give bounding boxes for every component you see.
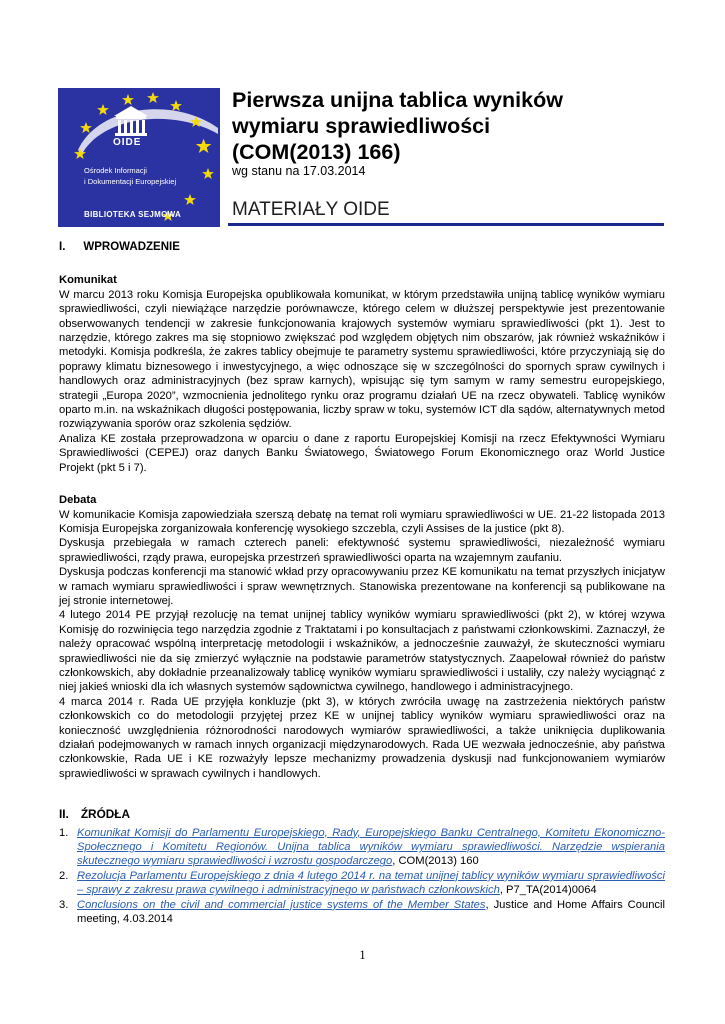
source-link[interactable]: Conclusions on the civil and commercial justice systems of the Member States — [77, 898, 486, 911]
logo-oide-text: OIDE — [113, 137, 142, 148]
logo-org-name — [84, 166, 176, 187]
document-date: wg stanu na 17.03.2014 — [232, 164, 366, 178]
paragraph: W komunikacie Komisja zapowiedziała szerszą debatę na temat roli wymiaru sprawiedliwości w UE. 21-22 listopada 2013 Komisja Europejska zorganizowała konferencję wysokiego szczebla, czyli Assises de la justice (pkt 8). — [59, 508, 665, 535]
source-number: 1. — [59, 826, 69, 839]
logo-org-line: Ośrodek Informacji — [84, 166, 147, 175]
source-item — [59, 826, 665, 869]
logo-library-name: BIBLIOTEKA SEJMOWA — [84, 210, 182, 219]
sources-list — [59, 826, 665, 927]
section-number: I. — [59, 241, 66, 253]
paragraph: 4 marca 2014 r. Rada UE przyjęła konkluzje (pkt 3), w których zwróciła uwagę na zastrzeżenia niektórych państw członkowskich co do metodologii przyjętej przez KE w unijnej tablicy wyników wymiaru sprawiedliwości oraz na konieczność uwzględnienia różnorodności narodowych wymiarów sprawiedliwości, a także uniknięcia duplikowania działań podejmowanych w ramach innych organizacji międzynarodowych. Rada UE wezwała jednocześnie, aby państwa członkowskie, Rada UE i KE rozważyły lepsze mechanizmy prowadzenia dyskusji nad funkcjonowaniem wymiarów sprawiedliwości w sprawach cywilnych i handlowych. — [59, 695, 665, 780]
section-title: WPROWADZENIE — [83, 241, 180, 253]
title-line: (COM(2013) 166) — [232, 140, 401, 164]
logo-org-line: i Dokumentacji Europejskiej — [84, 176, 177, 186]
oide-logo — [58, 88, 220, 227]
paragraph: Dyskusja podczas konferencji ma stanowić wkład przy opracowywaniu przez KE komunikatu na temat przyszłych inicjatyw w ramach wymiaru sprawiedliwości i spraw wewnętrznych. Stanowiska prezentowane na konferencji są publikowane na jej stronie internetowej. — [59, 566, 665, 607]
section-title: ŹRÓDŁA — [80, 807, 130, 822]
source-item — [59, 898, 665, 927]
paragraph: 4 lutego 2014 PE przyjął rezolucję na temat unijnej tablicy wyników wymiaru sprawiedliwości (pkt 2), w której wzywa Komisję do rozwinięcia tego narzędzia zgodnie z Traktatami i po konsultacjach z państwami członkowskimi. Zaznaczył, że należy opracować wspólną interpretację metodologii i wskaźników, a jednocześnie zauważył, że skuteczności wymiaru sprawiedliwości nie da się zmierzyć wyłącznie na podstawie parametrów statystycznych. Zaapelował również do państw członkowskich, aby dokładnie przeanalizowały tablicę wyników wymiaru sprawiedliwości i ustaliły, czy należy wyciągnąć z niej jakieś wnioski dla ich własnych systemów sądownictwa cywilnego, handlowego i administracyjnego. — [59, 609, 665, 694]
paragraph: W marcu 2013 roku Komisja Europejska opublikowała komunikat, w którym przedstawiła unijną tablicę wyników wymiaru sprawiedliwości, czyli niewiążące narzędzie porównawcze, którego celem w dłuższej perspektywie jest prezentowanie obserwowanych tendencji w zakresie funkcjonowania krajowych systemów wymiaru sprawiedliwości (pkt 1). Jest to narzędzie, którego zakres ma się stopniowo zwiększać pod względem objętych nim obszarów, jak również wskaźników i metodyki. Komisja podkreśla, że zakres tablicy obejmuje te parametry systemu sprawiedliwości, które przyczyniają się do poprawy klimatu biznesowego i inwestycyjnego, a więc odnoszące się w szczególności do spornych spraw cywilnych i handlowych oraz administracyjnych (bez spraw karnych), wpisując się tym samym w ramy semestru europejskiego, strategii „Europa 2020”, wzmocnienia jednolitego rynku oraz programu działań UE na rzecz obywateli. Tablicę wyników oparto m.in. na wskaźnikach długości postępowania, liczby spraw w toku, systemów ICT dla sądów, alternatywnych metod rozwiązywania sporów oraz szkolenia sędziów. — [59, 288, 665, 431]
title-line: wymiaru sprawiedliwości — [232, 114, 491, 138]
source-item — [59, 869, 665, 898]
source-link[interactable]: Rezolucja Parlamentu Europejskiego z dnia 4 lutego 2014 r. na temat unijnej tablicy wyników wymiaru sprawiedliwości – sprawy z zakresu prawa cywilnego i administracyjnego w państwach członkowskich — [77, 869, 665, 897]
source-number: 3. — [59, 898, 69, 911]
document-title — [232, 87, 652, 165]
section-heading-sources — [59, 807, 665, 821]
subheading-debata: Debata — [59, 494, 97, 507]
page-number: 1 — [359, 948, 366, 962]
subheading-komunikat: Komunikat — [59, 274, 117, 287]
title-line: Pierwsza unijna tablica wyników — [232, 88, 563, 112]
source-number: 2. — [59, 869, 69, 882]
source-link[interactable]: Komunikat Komisji do Parlamentu Europejskiego, Rady, Europejskiego Banku Centralnego, Komitetu Ekonomiczno-Społecznego i Komitetu Regionów. Unijna tablica wyników wymiaru sprawiedliwości. Narzędzie wspierania skutecznego wymiaru sprawiedliwości i wzrostu gospodarczego — [77, 826, 665, 868]
paragraph: Dyskusja przebiegała w ramach czterech paneli: efektywność systemu sprawiedliwości, niezależność wymiaru sprawiedliwości, rządy prawa, europejska przestrzeń sprawiedliwości oparta na wzajemnym zaufaniu. — [59, 537, 665, 564]
paragraph: Analiza KE została przeprowadzona w oparciu o dane z raportu Europejskiej Komisji na rzecz Efektywności Wymiaru Sprawiedliwości (CEPEJ) oraz danych Banku Światowego, Światowego Forum Ekonomicznego oraz World Justice Projekt (pkt 5 i 7). — [59, 432, 665, 474]
materials-label: MATERIAŁY OIDE — [232, 199, 390, 220]
section-heading-introduction — [59, 240, 665, 254]
logo-stars-graphic — [58, 88, 220, 227]
header-divider — [228, 223, 664, 226]
document-body — [59, 240, 665, 926]
source-reference: , COM(2013) 160 — [392, 855, 479, 868]
section-number: II. — [59, 807, 69, 822]
source-reference: , P7_TA(2014)0064 — [499, 884, 597, 897]
source-reference: , Justice and Home Affairs Council meeting, 4.03.2014 — [77, 898, 665, 926]
